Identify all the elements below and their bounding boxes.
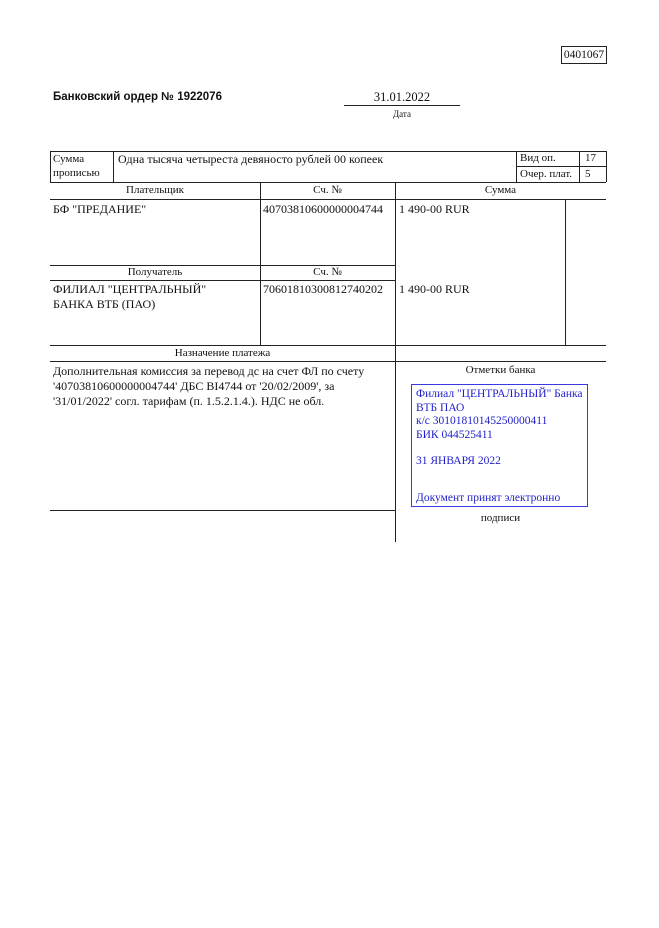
divider (565, 199, 566, 345)
divider (50, 151, 51, 182)
bank-stamp (411, 384, 588, 507)
divider (113, 151, 114, 182)
op-type-value: 17 (585, 152, 596, 164)
recipient-name-line2: БАНКА ВТБ (ПАО) (53, 297, 156, 311)
priority-label: Очер. плат. (520, 168, 573, 180)
priority-value: 5 (585, 168, 591, 180)
stamp-date: 31 ЯНВАРЯ 2022 (416, 455, 501, 467)
document-title: Банковский ордер № 1922076 (53, 91, 222, 103)
stamp-line4: БИК 044525411 (416, 428, 493, 441)
divider (395, 182, 396, 542)
recipient-amount: 1 490-00 RUR (399, 282, 470, 296)
signatures-label: подписи (480, 512, 521, 524)
divider (50, 361, 606, 362)
date-value: 31.01.2022 (373, 90, 431, 104)
amount-header: Сумма (484, 184, 517, 196)
bank-marks-header: Отметки банка (465, 364, 536, 376)
divider (516, 166, 606, 167)
recipient-name-line1: ФИЛИАЛ "ЦЕНТРАЛЬНЫЙ" (53, 282, 207, 296)
recipient-header: Получатель (127, 266, 183, 278)
divider (606, 151, 607, 182)
amount-words-value: Одна тысяча четыреста девяносто рублей 00 копеек (118, 152, 384, 166)
payer-account: 40703810600000004744 (263, 202, 383, 216)
divider (50, 345, 606, 346)
recipient-account: 70601810300812740202 (263, 282, 383, 296)
payer-amount: 1 490-00 RUR (399, 202, 470, 216)
date-underline (344, 105, 460, 106)
divider (50, 199, 606, 200)
op-type-label: Вид оп. (520, 152, 556, 164)
purpose-line3: '31/01/2022' согл. тарифам (п. 1.5.2.1.4.). НДС не обл. (53, 394, 325, 408)
payer-name: БФ "ПРЕДАНИЕ" (53, 202, 147, 216)
stamp-line3: к/с 30101810145250000411 (416, 415, 548, 427)
purpose-line2: '40703810600000004744' ДБС BI4744 от '20/02/2009', за (53, 379, 335, 393)
purpose-header: Назначение платежа (174, 347, 271, 359)
divider (260, 182, 261, 345)
stamp-line1: Филиал "ЦЕНТРАЛЬНЫЙ" Банка (416, 388, 583, 400)
form-code: 0401067 (561, 46, 607, 64)
recipient-account-header: Сч. № (313, 266, 342, 278)
account-header: Сч. № (313, 184, 342, 196)
divider (516, 151, 517, 182)
divider (50, 510, 395, 511)
stamp-line2: ВТБ ПАО (416, 401, 465, 414)
payer-header: Плательщик (126, 184, 184, 196)
divider (579, 151, 580, 182)
divider (50, 182, 606, 183)
stamp-accepted: Документ принят электронно (416, 491, 561, 504)
purpose-line1: Дополнительная комиссия за перевод дс на счет ФЛ по счету (53, 364, 365, 378)
date-label: Дата (393, 109, 411, 119)
amount-words-label: Сумма прописью (53, 153, 100, 179)
divider (50, 280, 395, 281)
